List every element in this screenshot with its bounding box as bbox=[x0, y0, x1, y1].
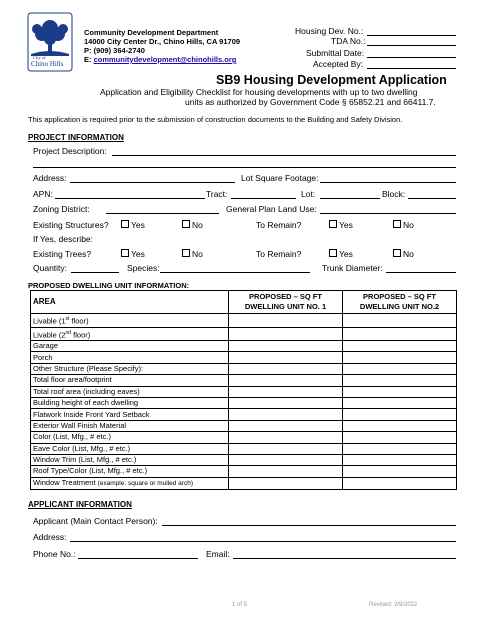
unit1-cell[interactable] bbox=[229, 363, 343, 374]
applicant-address-field[interactable] bbox=[70, 541, 456, 542]
tract-label: Tract: bbox=[206, 189, 228, 199]
dept-email-line bbox=[84, 55, 236, 64]
submittal-date-field[interactable] bbox=[367, 57, 456, 58]
unit1-cell[interactable] bbox=[229, 397, 343, 408]
trees-yes-checkbox[interactable] bbox=[121, 249, 129, 257]
housing-dev-no-field[interactable] bbox=[367, 35, 456, 36]
dept-phone: P: (909) 364-2740 bbox=[84, 46, 145, 55]
unit1-cell[interactable] bbox=[229, 454, 343, 465]
unit1-cell[interactable] bbox=[229, 432, 343, 443]
table-row bbox=[31, 386, 457, 397]
zoning-field[interactable] bbox=[106, 213, 219, 214]
table-row bbox=[31, 454, 457, 465]
row-label: Livable (1st floor) bbox=[31, 314, 229, 328]
unit2-cell[interactable] bbox=[343, 466, 457, 477]
col-unit2: PROPOSED – SQ FT DWELLING UNIT NO.2 bbox=[343, 291, 457, 314]
structures-yes-label: Yes bbox=[131, 220, 145, 230]
project-description-label: Project Description: bbox=[33, 146, 107, 156]
row-label: Window Treatment (example: square or mulled arch) bbox=[31, 477, 229, 489]
table-row bbox=[31, 363, 457, 374]
row-label: Window Trim (List, Mfg., # etc.) bbox=[31, 454, 229, 465]
tda-no-field[interactable] bbox=[367, 45, 456, 46]
unit1-cell[interactable] bbox=[229, 352, 343, 363]
trees-remain-no-checkbox[interactable] bbox=[393, 249, 401, 257]
table-row bbox=[31, 327, 457, 341]
unit2-cell[interactable] bbox=[343, 314, 457, 328]
applicant-phone-label: Phone No.: bbox=[33, 549, 76, 559]
row-label: Flatwork Inside Front Yard Setback bbox=[31, 409, 229, 420]
window-treatment-example: (example: square or mulled arch) bbox=[97, 479, 193, 487]
structures-no-checkbox[interactable] bbox=[182, 220, 190, 228]
unit1-cell[interactable] bbox=[229, 443, 343, 454]
unit1-cell[interactable] bbox=[229, 375, 343, 386]
dwelling-heading: PROPOSED DWELLING UNIT INFORMATION: bbox=[28, 281, 190, 290]
page-title: SB9 Housing Development Application bbox=[216, 73, 447, 87]
project-description-field[interactable] bbox=[112, 155, 456, 156]
apn-field[interactable] bbox=[55, 198, 205, 199]
table-row bbox=[31, 466, 457, 477]
unit2-cell[interactable] bbox=[343, 420, 457, 431]
structures-remain-yes-checkbox[interactable] bbox=[329, 220, 337, 228]
row-label: Livable (2nd floor) bbox=[31, 327, 229, 341]
unit2-cell[interactable] bbox=[343, 443, 457, 454]
dept-address: 14000 City Center Dr., Chino Hills, CA 91709 bbox=[84, 37, 241, 46]
col-area: AREA bbox=[31, 291, 229, 314]
structures-yes-checkbox[interactable] bbox=[121, 220, 129, 228]
applicant-email-label: Email: bbox=[206, 549, 230, 559]
trees-no-checkbox[interactable] bbox=[182, 249, 190, 257]
trees-yes-label: Yes bbox=[131, 249, 145, 259]
row-label: Building height of each dwelling bbox=[31, 397, 229, 408]
lot-field[interactable] bbox=[320, 198, 380, 199]
table-row bbox=[31, 352, 457, 363]
main-contact-field[interactable] bbox=[162, 525, 456, 526]
lot-sqft-label: Lot Square Footage: bbox=[241, 173, 319, 183]
unit1-cell[interactable] bbox=[229, 341, 343, 352]
unit2-cell[interactable] bbox=[343, 477, 457, 489]
tda-no-label: TDA No.: bbox=[331, 36, 366, 46]
structures-remain-label: To Remain? bbox=[256, 220, 302, 230]
ordinal-suffix: st bbox=[65, 316, 70, 322]
table-row bbox=[31, 375, 457, 386]
existing-trees-label: Existing Trees? bbox=[33, 249, 92, 259]
unit1-cell[interactable] bbox=[229, 386, 343, 397]
zoning-label: Zoning District: bbox=[33, 204, 90, 214]
trees-no-label: No bbox=[192, 249, 203, 259]
dept-name: Community Development Department bbox=[84, 28, 219, 37]
housing-dev-no-label: Housing Dev. No.: bbox=[295, 26, 364, 36]
project-description-field-2[interactable] bbox=[33, 167, 456, 168]
logo-chino-hills: Chino Hills bbox=[31, 60, 64, 68]
unit2-cell[interactable] bbox=[343, 375, 457, 386]
structures-remain-no-label: No bbox=[403, 220, 414, 230]
row-label: Exterior Wall Finish Material bbox=[31, 420, 229, 431]
row-label: Total floor area/footprint bbox=[31, 375, 229, 386]
col-unit1: PROPOSED – SQ FT DWELLING UNIT NO. 1 bbox=[229, 291, 343, 314]
page-number: 1 of 5 bbox=[232, 602, 248, 608]
unit1-cell[interactable] bbox=[229, 466, 343, 477]
unit2-cell[interactable] bbox=[343, 432, 457, 443]
row-label: Other Structure (Please Specify): bbox=[31, 363, 229, 374]
address-field[interactable] bbox=[70, 182, 235, 183]
main-contact-label: Applicant (Main Contact Person): bbox=[33, 516, 158, 526]
apn-label: APN: bbox=[33, 189, 53, 199]
gp-land-use-field[interactable] bbox=[320, 213, 456, 214]
submittal-date-label: Submittal Date: bbox=[306, 48, 365, 58]
unit2-cell[interactable] bbox=[343, 327, 457, 341]
structures-no-label: No bbox=[192, 220, 203, 230]
unit1-cell[interactable] bbox=[229, 409, 343, 420]
subtitle-line2: units as authorized by Government Code § 65852.21 and 66411.7. bbox=[185, 97, 436, 107]
dwelling-table bbox=[30, 290, 457, 490]
species-field[interactable] bbox=[160, 272, 310, 273]
trees-remain-yes-checkbox[interactable] bbox=[329, 249, 337, 257]
row-label: Eave Color (List, Mfg., # etc.) bbox=[31, 443, 229, 454]
table-row bbox=[31, 397, 457, 408]
trees-remain-no-label: No bbox=[403, 249, 414, 259]
species-label: Species: bbox=[127, 263, 160, 273]
row-label: Color (List, Mfg., # etc.) bbox=[31, 432, 229, 443]
quantity-field[interactable] bbox=[71, 272, 119, 273]
lot-sqft-field[interactable] bbox=[320, 182, 456, 183]
unit2-cell[interactable] bbox=[343, 341, 457, 352]
table-row bbox=[31, 443, 457, 454]
structures-remain-no-checkbox[interactable] bbox=[393, 220, 401, 228]
ordinal-suffix: nd bbox=[65, 329, 72, 336]
table-row bbox=[31, 477, 457, 489]
city-logo bbox=[27, 12, 73, 72]
row-label: Porch bbox=[31, 352, 229, 363]
existing-structures-label: Existing Structures? bbox=[33, 220, 109, 230]
row-label: Garage bbox=[31, 341, 229, 352]
email-prefix: E: bbox=[84, 55, 94, 64]
unit1-cell[interactable] bbox=[229, 314, 343, 328]
dept-email-link[interactable]: communitydevelopment@chinohills.org bbox=[93, 55, 237, 64]
table-row bbox=[31, 420, 457, 431]
dwelling-table-header bbox=[31, 291, 457, 314]
accepted-by-field[interactable] bbox=[367, 68, 456, 69]
accepted-by-label: Accepted By: bbox=[313, 59, 364, 69]
unit2-cell[interactable] bbox=[343, 454, 457, 465]
address-label: Address: bbox=[33, 173, 67, 183]
table-row bbox=[31, 432, 457, 443]
trees-remain-label: To Remain? bbox=[256, 249, 302, 259]
trees-remain-yes-label: Yes bbox=[339, 249, 353, 259]
row-label: Total roof area (including eaves) bbox=[31, 386, 229, 397]
unit2-cell[interactable] bbox=[343, 409, 457, 420]
if-yes-describe-label: If Yes, describe: bbox=[33, 234, 94, 244]
project-info-heading: PROJECT INFORMATION bbox=[28, 133, 124, 142]
lot-label: Lot: bbox=[301, 189, 316, 199]
revised-date: Revised: 2/9/2022 bbox=[369, 602, 418, 608]
unit2-cell[interactable] bbox=[343, 397, 457, 408]
unit2-cell[interactable] bbox=[343, 386, 457, 397]
tract-field[interactable] bbox=[231, 198, 296, 199]
intro-text: This application is required prior to the submission of construction documents to the Building and Safety Division. bbox=[28, 115, 403, 124]
subtitle-line1: Application and Eligibility Checklist for housing developments with up to two dwelling bbox=[100, 87, 418, 97]
unit1-cell[interactable] bbox=[229, 420, 343, 431]
applicant-phone-field[interactable] bbox=[78, 558, 198, 559]
block-field[interactable] bbox=[408, 198, 456, 199]
trunk-diameter-label: Trunk Diameter: bbox=[322, 263, 383, 273]
table-row bbox=[31, 341, 457, 352]
unit2-cell[interactable] bbox=[343, 363, 457, 374]
applicant-email-field[interactable] bbox=[233, 558, 456, 559]
unit2-cell[interactable] bbox=[343, 352, 457, 363]
quantity-label: Quantity: bbox=[33, 263, 68, 273]
structures-remain-yes-label: Yes bbox=[339, 220, 353, 230]
row-label: Roof Type/Color (List, Mfg., # etc.) bbox=[31, 466, 229, 477]
logo-city-of: City of bbox=[33, 55, 46, 60]
unit1-cell[interactable] bbox=[229, 327, 343, 341]
table-row bbox=[31, 409, 457, 420]
block-label: Block: bbox=[382, 189, 406, 199]
applicant-heading: APPLICANT INFORMATION bbox=[28, 500, 132, 509]
table-row bbox=[31, 314, 457, 328]
unit1-cell[interactable] bbox=[229, 477, 343, 489]
applicant-address-label: Address: bbox=[33, 532, 67, 542]
trunk-diameter-field[interactable] bbox=[386, 272, 456, 273]
gp-land-use-label: General Plan Land Use: bbox=[226, 204, 317, 214]
